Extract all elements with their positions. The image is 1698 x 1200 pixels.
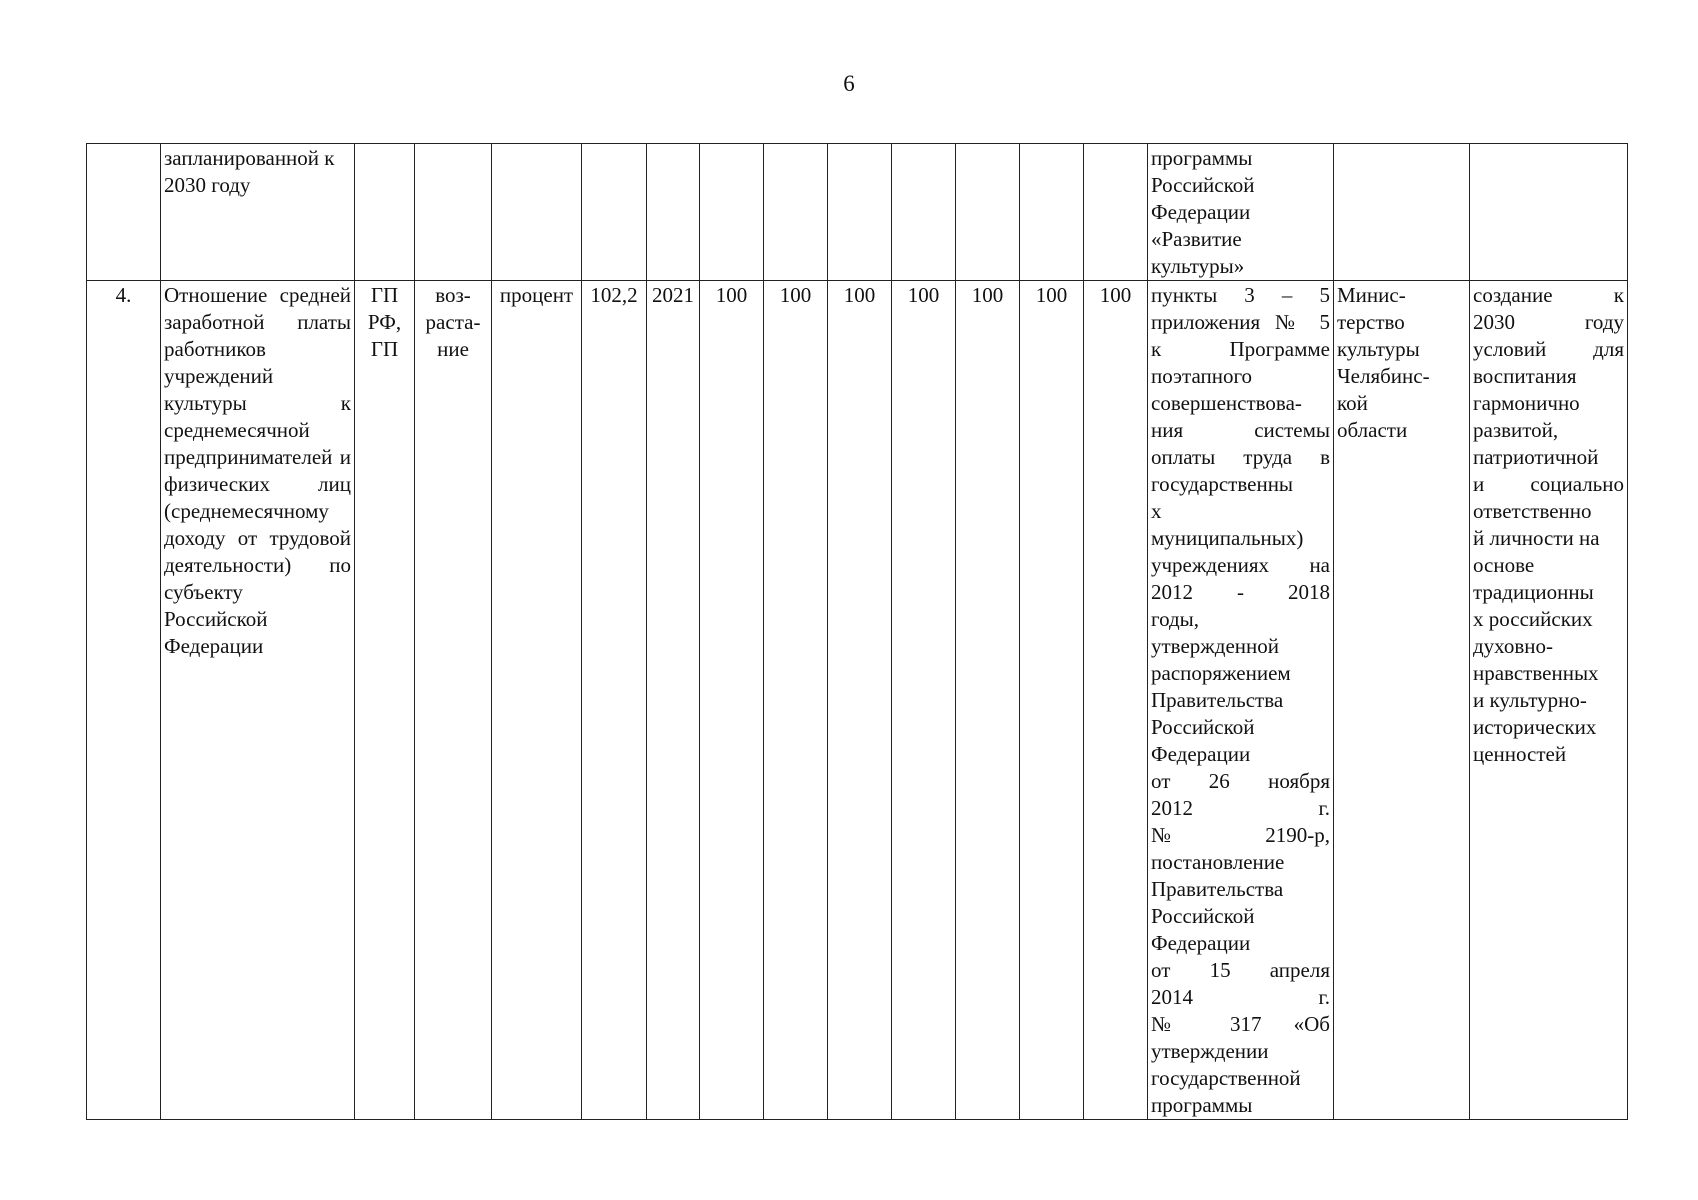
indicator-name-cell: запланированной к 2030 году <box>161 144 355 281</box>
doc-line: совершенствова- <box>1151 391 1302 415</box>
empty-cell <box>892 144 956 281</box>
result-line: гармонично <box>1473 391 1580 415</box>
empty-cell <box>415 144 492 281</box>
responsible-cell <box>1334 281 1470 1120</box>
doc-line: к Программе <box>1151 337 1330 361</box>
target-value-cell: 100 <box>1084 281 1148 1120</box>
documents-cell: программы Российской Федерации «Развитие культуры» <box>1148 144 1334 281</box>
doc-line: годы, <box>1151 607 1200 631</box>
result-line: патриотичной <box>1473 445 1599 469</box>
target-value-cell: 100 <box>1020 281 1084 1120</box>
doc-line: Российской <box>1151 715 1255 739</box>
doc-line: № 2190-р, <box>1151 823 1330 847</box>
row-number-cell <box>87 144 161 281</box>
responsible-line: области <box>1337 418 1408 442</box>
level-line: РФ, <box>367 310 402 334</box>
doc-line: утвержденной <box>1151 634 1280 658</box>
empty-cell <box>828 144 892 281</box>
result-line: условий для <box>1473 337 1624 361</box>
doc-line: х <box>1151 499 1162 523</box>
indicator-name-cell: Отношение средней заработной платы работников учреждений культуры к среднемесячной предпринимателей и физических лиц (среднемесячному доходу от трудовой деятельности) по субъекту Российской Федерации <box>161 281 355 1120</box>
result-line: воспитания <box>1473 364 1577 388</box>
responsible-line: терство <box>1337 310 1405 334</box>
empty-cell <box>355 144 415 281</box>
empty-cell <box>1084 144 1148 281</box>
page-number: 6 <box>843 71 855 96</box>
target-value-cell: 100 <box>956 281 1020 1120</box>
level-line: ГП <box>370 283 399 307</box>
result-line: развитой, <box>1473 418 1559 442</box>
doc-line: постановление <box>1151 850 1285 874</box>
trend-line: воз- <box>435 283 471 307</box>
trend-cell <box>415 281 492 1120</box>
doc-line: № 317 «Об <box>1151 1012 1330 1036</box>
table-row <box>87 144 1628 281</box>
doc-line: 2012 - 2018 <box>1151 580 1330 604</box>
doc-line: поэтапного <box>1151 364 1253 388</box>
empty-cell <box>700 144 764 281</box>
empty-cell <box>764 144 828 281</box>
target-value-cell: 100 <box>828 281 892 1120</box>
base-value-cell: 102,2 <box>582 281 647 1120</box>
doc-line: пункты 3 – 5 <box>1151 283 1330 307</box>
target-value-cell: 100 <box>764 281 828 1120</box>
doc-line: оплаты труда в <box>1151 445 1330 469</box>
result-line: ценностей <box>1473 742 1567 766</box>
responsible-line: кой <box>1337 391 1368 415</box>
doc-line: учреждениях на <box>1151 553 1330 577</box>
base-year-cell: 2021 <box>647 281 700 1120</box>
target-value-cell: 100 <box>892 281 956 1120</box>
empty-cell <box>492 144 582 281</box>
responsible-line: культуры <box>1337 337 1420 361</box>
doc-line: Российской <box>1151 904 1255 928</box>
result-line: ответственно <box>1473 499 1592 523</box>
doc-line: Федерации <box>1151 931 1251 955</box>
doc-line: приложения № 5 <box>1151 310 1330 334</box>
result-line: и социально <box>1473 472 1624 496</box>
result-line: 2030 году <box>1473 310 1624 334</box>
result-line: нравственных <box>1473 661 1599 685</box>
empty-cell <box>1020 144 1084 281</box>
doc-line: государственны <box>1151 472 1294 496</box>
doc-line: ния системы <box>1151 418 1330 442</box>
doc-line: программы <box>1151 1093 1253 1117</box>
responsible-line: Минис- <box>1337 283 1406 307</box>
empty-cell <box>647 144 700 281</box>
empty-cell <box>582 144 647 281</box>
unit-cell: процент <box>492 281 582 1120</box>
level-line: ГП <box>370 337 399 361</box>
empty-cell <box>1334 144 1470 281</box>
doc-line: муниципальных) <box>1151 526 1304 550</box>
trend-line: ние <box>437 337 469 361</box>
level-cell <box>355 281 415 1120</box>
responsible-line: Челябинс- <box>1337 364 1430 388</box>
result-line: основе <box>1473 553 1535 577</box>
doc-line: распоряжением <box>1151 661 1291 685</box>
doc-line: Правительства <box>1151 877 1284 901</box>
result-line: духовно- <box>1473 634 1554 658</box>
doc-line: 2014 г. <box>1151 985 1330 1009</box>
result-line: создание к <box>1473 283 1624 307</box>
doc-line: Федерации <box>1151 742 1251 766</box>
result-cell <box>1470 281 1628 1120</box>
result-line: й личности на <box>1473 526 1600 550</box>
result-line: х российских <box>1473 607 1593 631</box>
doc-line: от 26 ноября <box>1151 769 1330 793</box>
empty-cell <box>1470 144 1628 281</box>
trend-line: раста- <box>425 310 481 334</box>
result-line: исторических <box>1473 715 1597 739</box>
documents-cell <box>1148 281 1334 1120</box>
table-row <box>87 281 1628 1120</box>
doc-line: государственной <box>1151 1066 1301 1090</box>
result-line: традиционны <box>1473 580 1594 604</box>
row-number-cell: 4. <box>87 281 161 1120</box>
empty-cell <box>956 144 1020 281</box>
result-line: и культурно- <box>1473 688 1587 712</box>
indicators-table <box>86 143 1628 1120</box>
doc-line: утверждении <box>1151 1039 1269 1063</box>
doc-line: Правительства <box>1151 688 1284 712</box>
doc-line: от 15 апреля <box>1151 958 1330 982</box>
target-value-cell: 100 <box>700 281 764 1120</box>
doc-line: 2012 г. <box>1151 796 1330 820</box>
